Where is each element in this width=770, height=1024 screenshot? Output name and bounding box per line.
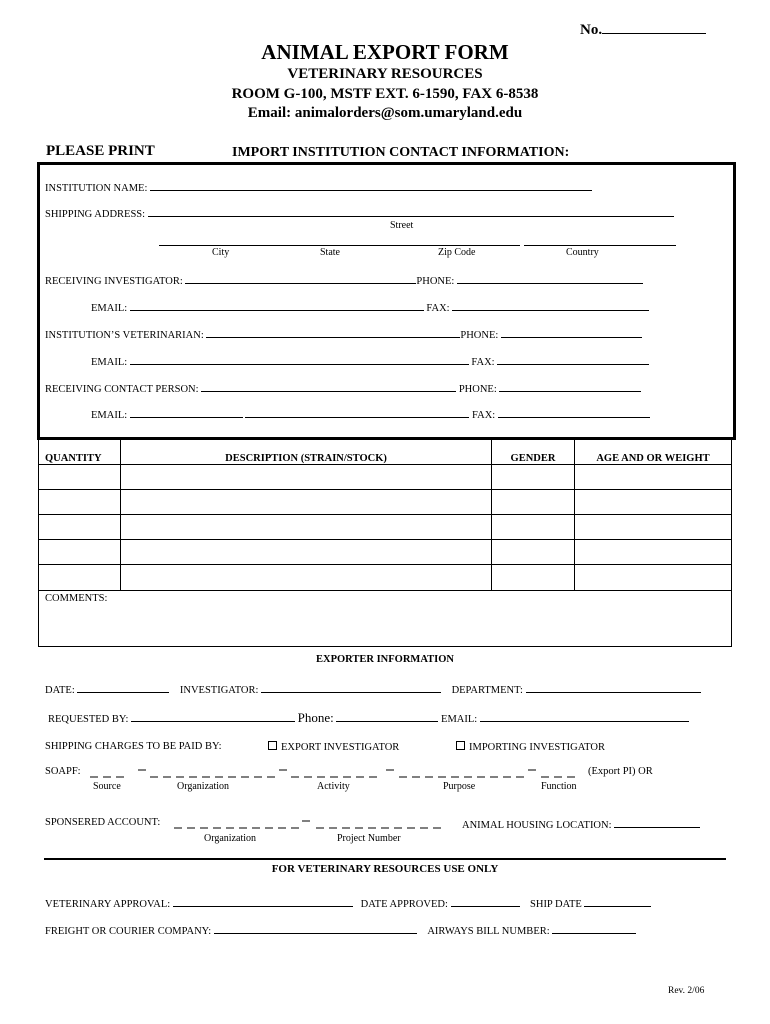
- import-investigator-label: IMPORTING INVESTIGATOR: [469, 742, 605, 753]
- shipping-address-label: SHIPPING ADDRESS:: [45, 209, 146, 220]
- fax-label: FAX:: [471, 357, 495, 368]
- requested-by-field[interactable]: [131, 711, 295, 722]
- number-field[interactable]: [602, 20, 706, 34]
- institution-vet-email-field[interactable]: [130, 354, 469, 365]
- soapf-segments[interactable]: [88, 764, 588, 780]
- country-field[interactable]: [524, 245, 676, 246]
- receiving-investigator-field[interactable]: [185, 273, 416, 284]
- export-investigator-checkbox[interactable]: [268, 741, 277, 750]
- age-weight-cell[interactable]: [575, 540, 732, 565]
- gender-cell[interactable]: [492, 565, 575, 591]
- org-name: VETERINARY RESOURCES: [287, 66, 483, 82]
- street-caption: Street: [390, 220, 414, 231]
- table-row: [39, 565, 732, 591]
- date-approved-label: DATE APPROVED:: [360, 899, 448, 910]
- vet-row-1: [45, 896, 651, 910]
- table-row: [39, 540, 732, 565]
- receiving-investigator-email-field[interactable]: [130, 300, 424, 311]
- gender-cell[interactable]: [492, 465, 575, 490]
- date-label: DATE:: [45, 685, 75, 696]
- comments-field[interactable]: [39, 591, 732, 647]
- description-cell[interactable]: [121, 465, 492, 490]
- number-label: No.: [580, 22, 603, 38]
- receiving-investigator-email-row: [91, 300, 649, 314]
- housing-row: [462, 817, 700, 831]
- street-field[interactable]: [148, 206, 674, 217]
- quantity-cell[interactable]: [39, 515, 121, 540]
- quantity-cell[interactable]: [39, 565, 121, 591]
- export-investigator-option[interactable]: [268, 741, 399, 753]
- table-row: [39, 465, 732, 490]
- project-number-caption: Project Number: [337, 833, 401, 844]
- description-cell[interactable]: [121, 565, 492, 591]
- receiving-contact-row: [45, 381, 641, 395]
- col-description: DESCRIPTION (STRAIN/STOCK): [121, 438, 492, 465]
- institution-vet-field[interactable]: [206, 327, 460, 338]
- exporter-email-label: EMAIL:: [441, 714, 478, 725]
- exporter-phone-field[interactable]: [336, 711, 438, 722]
- institution-vet-row: [45, 327, 642, 341]
- exporter-phone-label: Phone:: [297, 710, 334, 725]
- fax-label: FAX:: [472, 410, 496, 421]
- exporter-heading: EXPORTER INFORMATION: [316, 654, 454, 665]
- receiving-contact-email-field-b[interactable]: [245, 407, 469, 418]
- receiving-contact-phone-field[interactable]: [499, 381, 641, 392]
- age-weight-cell[interactable]: [575, 515, 732, 540]
- organization-caption: Organization: [177, 781, 230, 792]
- department-label: DEPARTMENT:: [451, 685, 523, 696]
- gender-cell[interactable]: [492, 490, 575, 515]
- comments-row: [39, 591, 732, 647]
- country-caption: Country: [566, 247, 599, 258]
- soapf-tail: (Export PI) OR: [588, 766, 653, 777]
- col-quantity: QUANTITY: [39, 438, 121, 465]
- activity-caption: Activity: [317, 781, 350, 792]
- description-cell[interactable]: [121, 515, 492, 540]
- col-gender: GENDER: [492, 438, 575, 465]
- institution-name-row: [45, 180, 592, 194]
- fax-label: FAX:: [426, 303, 450, 314]
- ship-date-label: SHIP DATE: [530, 899, 582, 910]
- receiving-contact-label: RECEIVING CONTACT PERSON:: [45, 384, 199, 395]
- comments-label: COMMENTS:: [45, 593, 108, 604]
- housing-label: ANIMAL HOUSING LOCATION:: [462, 820, 612, 831]
- description-cell[interactable]: [121, 490, 492, 515]
- freight-field[interactable]: [214, 923, 417, 934]
- airways-field[interactable]: [552, 923, 636, 934]
- investigator-label: INVESTIGATOR:: [179, 685, 259, 696]
- description-cell[interactable]: [121, 540, 492, 565]
- animal-table: [38, 437, 732, 647]
- export-investigator-label: EXPORT INVESTIGATOR: [281, 742, 400, 753]
- vet-row-2: [45, 923, 636, 937]
- soapf-label: SOAPF:: [45, 766, 81, 777]
- date-approved-field[interactable]: [451, 896, 520, 907]
- quantity-cell[interactable]: [39, 465, 121, 490]
- quantity-cell[interactable]: [39, 490, 121, 515]
- quantity-cell[interactable]: [39, 540, 121, 565]
- table-header-row: [39, 438, 732, 465]
- col-age-weight: AGE AND OR WEIGHT: [575, 438, 732, 465]
- vet-approval-field[interactable]: [173, 896, 353, 907]
- table-row: [39, 490, 732, 515]
- receiving-investigator-row: [45, 273, 643, 287]
- exporter-date-field[interactable]: [77, 682, 169, 693]
- revision-note: Rev. 2/06: [668, 986, 705, 996]
- form-title: ANIMAL EXPORT FORM: [261, 40, 509, 64]
- receiving-contact-email-row: [91, 407, 650, 421]
- import-heading: IMPORT INSTITUTION CONTACT INFORMATION:: [232, 145, 570, 160]
- airways-label: AIRWAYS BILL NUMBER:: [427, 926, 550, 937]
- ship-date-field[interactable]: [584, 896, 651, 907]
- sponsored-account-segments[interactable]: [172, 815, 444, 831]
- organization-caption-2: Organization: [204, 833, 257, 844]
- form-number: [580, 20, 706, 39]
- age-weight-cell[interactable]: [575, 465, 732, 490]
- email-label: EMAIL:: [91, 410, 128, 421]
- phone-label: PHONE:: [460, 330, 499, 341]
- purpose-caption: Purpose: [443, 781, 476, 792]
- source-caption: Source: [93, 781, 121, 792]
- org-email: Email: animalorders@som.umaryland.edu: [247, 105, 523, 121]
- function-caption: Function: [541, 781, 577, 792]
- requested-by-label: REQUESTED BY:: [48, 714, 129, 725]
- org-address: ROOM G-100, MSTF EXT. 6-1590, FAX 6-8538: [231, 86, 539, 102]
- phone-label: PHONE:: [458, 384, 497, 395]
- city-caption: City: [212, 247, 230, 258]
- email-label: EMAIL:: [91, 303, 128, 314]
- zip-caption: Zip Code: [438, 247, 476, 258]
- import-investigator-checkbox[interactable]: [456, 741, 465, 750]
- sponsored-account-label: SPONSERED ACCOUNT:: [45, 817, 161, 828]
- shipping-address-row: [45, 206, 674, 220]
- institution-vet-phone-field[interactable]: [501, 327, 642, 338]
- institution-vet-label: INSTITUTION’S VETERINARIAN:: [45, 330, 204, 341]
- receiving-contact-field[interactable]: [201, 381, 456, 392]
- table-row: [39, 515, 732, 540]
- age-weight-cell[interactable]: [575, 565, 732, 591]
- phone-label: PHONE:: [416, 276, 455, 287]
- exporter-row-1: [45, 682, 701, 696]
- vet-section-divider: [44, 858, 726, 860]
- email-label: EMAIL:: [91, 357, 128, 368]
- housing-field[interactable]: [614, 817, 700, 828]
- receiving-investigator-fax-field[interactable]: [452, 300, 649, 311]
- please-print: PLEASE PRINT: [46, 143, 155, 159]
- exporter-email-field[interactable]: [480, 711, 689, 722]
- import-investigator-option[interactable]: [456, 741, 605, 753]
- receiving-investigator-label: RECEIVING INVESTIGATOR:: [45, 276, 183, 287]
- gender-cell[interactable]: [492, 515, 575, 540]
- city-state-zip-field[interactable]: [159, 245, 520, 246]
- receiving-contact-fax-field[interactable]: [498, 407, 650, 418]
- exporter-department-field[interactable]: [526, 682, 701, 693]
- exporter-row-2: [48, 710, 689, 726]
- vet-approval-label: VETERINARY APPROVAL:: [45, 899, 171, 910]
- institution-vet-email-row: [91, 354, 649, 368]
- receiving-investigator-phone-field[interactable]: [457, 273, 643, 284]
- institution-name-field[interactable]: [150, 180, 592, 191]
- shipping-charges-label: SHIPPING CHARGES TO BE PAID BY:: [45, 741, 222, 752]
- state-caption: State: [320, 247, 340, 258]
- gender-cell[interactable]: [492, 540, 575, 565]
- age-weight-cell[interactable]: [575, 490, 732, 515]
- institution-vet-fax-field[interactable]: [497, 354, 649, 365]
- institution-name-label: INSTITUTION NAME:: [45, 183, 148, 194]
- exporter-investigator-field[interactable]: [261, 682, 441, 693]
- freight-label: FREIGHT OR COURIER COMPANY:: [45, 926, 212, 937]
- vet-heading: FOR VETERINARY RESOURCES USE ONLY: [271, 863, 499, 875]
- receiving-contact-email-field-a[interactable]: [130, 407, 243, 418]
